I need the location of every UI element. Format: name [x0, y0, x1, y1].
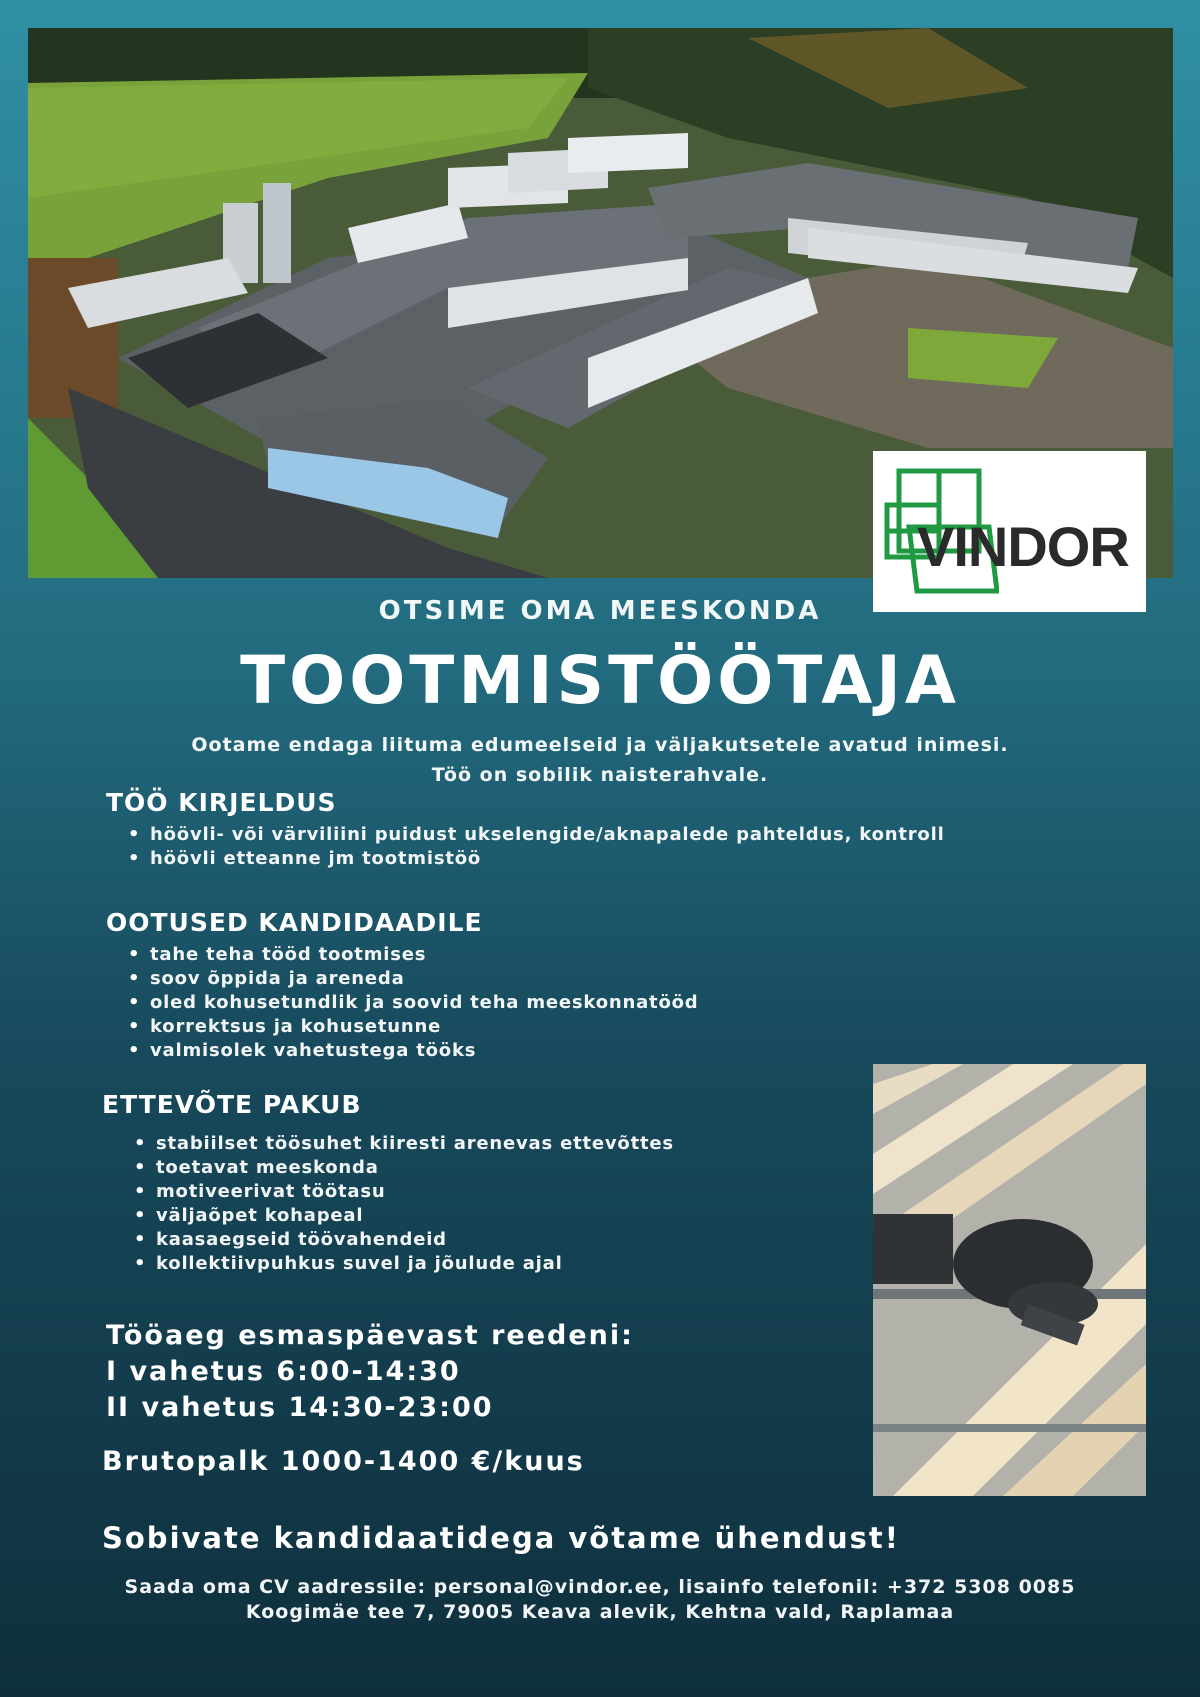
side-photo	[873, 1064, 1146, 1496]
section-title-ootused: OOTUSED KANDIDAADILE	[106, 908, 483, 937]
work-hours-title: Tööaeg esmaspäevast reedeni:	[106, 1320, 634, 1351]
list-item: • väljaõpet kohapeal	[130, 1204, 674, 1228]
shift-2: II vahetus 14:30-23:00	[106, 1392, 494, 1423]
kicker-text: OTSIME OMA MEESKONDA	[378, 596, 822, 626]
list-pakub	[130, 1132, 674, 1276]
list-item: • höövli- või värviliini puidust ukselengide/aknapalede pahteldus, kontroll	[124, 823, 945, 847]
logo-wordmark: VINDOR	[917, 515, 1129, 578]
list-item: • tahe teha tööd tootmises	[124, 943, 698, 967]
section-title-pakub: ETTEVÕTE PAKUB	[102, 1090, 362, 1119]
list-item: • toetavat meeskonda	[130, 1156, 674, 1180]
footer-contact-line: Saada oma CV aadressile: personal@vindor.ee, lisainfo telefonil: +372 5308 0085	[124, 1576, 1076, 1598]
shift-1: I vahetus 6:00-14:30	[106, 1356, 461, 1387]
salary-text: Brutopalk 1000-1400 €/kuus	[102, 1446, 585, 1477]
list-item: • stabiilset töösuhet kiiresti arenevas ettevõttes	[130, 1132, 674, 1156]
list-item: • soov õppida ja areneda	[124, 967, 698, 991]
list-kirjeldus	[124, 823, 945, 871]
contact-call-text: Sobivate kandidaatidega võtame ühendust!	[102, 1521, 900, 1555]
list-item: • höövli etteanne jm tootmistöö	[124, 847, 945, 871]
job-title: TOOTMISTÖÖTAJA	[240, 642, 960, 719]
intro-line-2: Töö on sobilik naisterahvale.	[431, 764, 769, 786]
intro-line-1: Ootame endaga liituma edumeelseid ja väljakutsetele avatud inimesi.	[191, 734, 1009, 756]
list-ootused	[124, 943, 698, 1063]
section-title-kirjeldus: TÖÖ KIRJELDUS	[106, 788, 337, 817]
list-item: • kaasaegseid töövahendeid	[130, 1228, 674, 1252]
vindor-logo	[873, 451, 1146, 612]
list-item: • motiveerivat töötasu	[130, 1180, 674, 1204]
list-item: • valmisolek vahetustega tööks	[124, 1039, 698, 1063]
list-item: • kollektiivpuhkus suvel ja jõulude ajal	[130, 1252, 674, 1276]
list-item: • korrektsus ja kohusetunne	[124, 1015, 698, 1039]
footer-address-line: Koogimäe tee 7, 79005 Keava alevik, Kehtna vald, Raplamaa	[245, 1601, 955, 1623]
list-item: • oled kohusetundlik ja soovid teha meeskonnatööd	[124, 991, 698, 1015]
